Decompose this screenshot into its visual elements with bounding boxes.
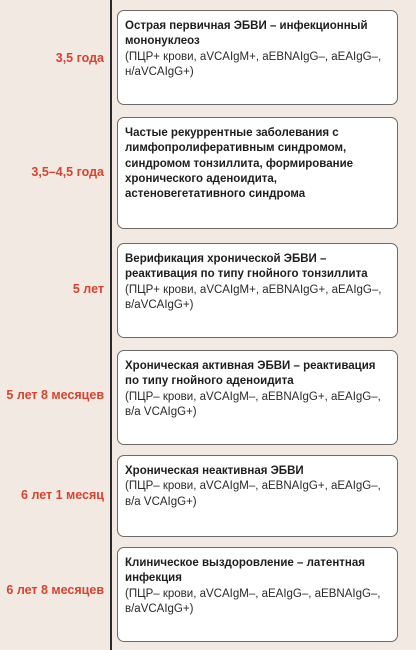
- age-label-6: 6 лет 8 месяцев: [6, 583, 104, 597]
- event-card-5: [117, 455, 398, 537]
- event-title-1: Острая первичная ЭБВИ – инфекционный мононуклеоз: [125, 20, 368, 48]
- event-markers-5: (ПЦР– крови, aVCAIgM–, aEBNAIgG+, aEAIgG–, в/а VCAIgG+): [125, 480, 381, 508]
- event-card-6: [117, 547, 398, 642]
- event-title-5: Хроническая неактивная ЭБВИ: [125, 465, 304, 477]
- event-markers-6: (ПЦР– крови, aVCAIgM–, aEAIgG–, aEBNAIgG–, в/aVCAIgG+): [125, 587, 381, 615]
- event-markers-4: (ПЦР– крови, aVCAIgM–, aEBNAIgG+, aEAIgG–, в/а VCAIgG+): [125, 390, 381, 418]
- timeline-axis: [110, 0, 112, 650]
- age-label-1: 3,5 года: [55, 51, 104, 65]
- event-markers-3: (ПЦР+ крови, aVCAIgM+, aEBNAIgG+, aEAIgG–, в/aVCAIgG+): [125, 283, 382, 311]
- age-label-4: 5 лет 8 месяцев: [6, 388, 104, 402]
- age-label-2: 3,5–4,5 года: [31, 165, 104, 179]
- event-title-2: Частые рекуррентные заболевания с лимфопролиферативным синдромом, синдромом тонзиллита, формирование хронического аденоидита, астеновегетативного синдрома: [125, 127, 354, 201]
- event-card-3: [117, 243, 398, 338]
- event-title-4: Хроническая активная ЭБВИ – реактивация по типу гнойного аденоидита: [125, 360, 376, 388]
- event-title-6: Клиническое выздоровление – латентная инфекция: [125, 557, 365, 585]
- event-card-2: [117, 117, 398, 229]
- event-card-4: [117, 350, 398, 445]
- event-markers-1: (ПЦР+ крови, aVCAIgM+, aEBNAIgG–, aEAIgG–, н/aVCAIgG+): [125, 50, 382, 78]
- event-title-3: Верификация хронической ЭБВИ – реактивация по типу гнойного тонзиллита: [125, 253, 368, 281]
- age-label-3: 5 лет: [72, 282, 104, 296]
- age-label-5: 6 лет 1 месяц: [21, 488, 104, 502]
- event-card-1: [117, 10, 398, 105]
